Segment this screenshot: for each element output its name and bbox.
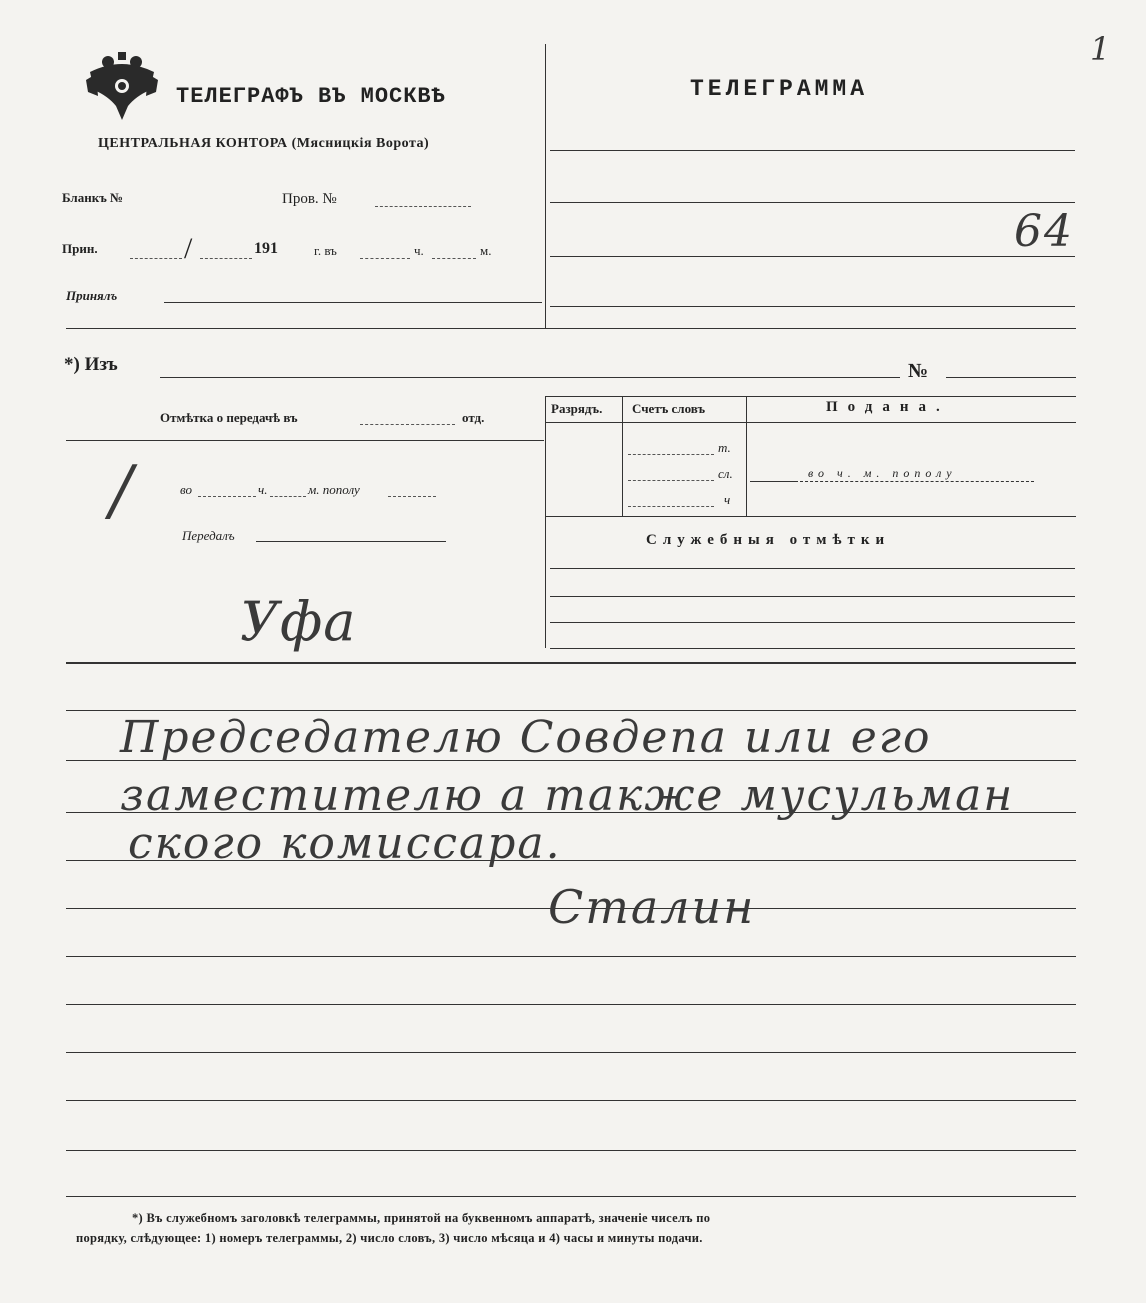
prin-slash: / (184, 232, 193, 265)
handwritten-number: 64 (1014, 206, 1074, 257)
otmetka-label: Отмѣтка о передачѣ въ (160, 410, 298, 425)
number-label: № (908, 360, 929, 382)
t-line (628, 454, 714, 455)
sluzhebnyya-otmetki: Служебныя отмѣтки (646, 532, 891, 548)
prov-line (375, 206, 471, 207)
vo-label: во (180, 482, 192, 497)
message-rule (66, 1052, 1076, 1053)
table-top-border (545, 396, 1076, 397)
footnote-line-1: *) Въ служебномъ заголовкѣ телеграммы, принятой на буквенномъ аппаратѣ, значеніе чиселъ по (132, 1211, 711, 1225)
iz-label: *) Изъ (64, 354, 118, 375)
message-rule (66, 710, 1076, 711)
prin-label: Прин. (62, 241, 98, 256)
otmetka-line (360, 424, 455, 425)
rule (550, 256, 1075, 257)
t-label: т. (718, 440, 731, 455)
signature: Сталин (548, 880, 756, 934)
rule (550, 150, 1075, 151)
table-col-border (746, 396, 747, 516)
year-suffix: г. въ (314, 243, 337, 258)
podana-time: во ч. м. пополу (808, 466, 957, 480)
ch-small-label: ч (724, 492, 731, 507)
otd-label: отд. (462, 410, 485, 425)
razryad-header: Разрядъ. (551, 401, 603, 416)
popolu-line (388, 496, 436, 497)
time-line (432, 258, 476, 259)
blank-label: Бланкъ № (62, 190, 124, 205)
message-rule (66, 1196, 1076, 1197)
rule (550, 306, 1075, 307)
number-line (946, 377, 1076, 378)
message-line-1: Председателю Совдепа или его (120, 712, 932, 763)
ch-line (270, 496, 306, 497)
table-left-border (545, 396, 546, 648)
ch-label: ч. (258, 482, 268, 497)
podana-dash-line (800, 481, 1034, 482)
hours-label: ч. (414, 243, 424, 258)
header-divider (545, 44, 546, 328)
message-line-2: заместителю а также мусульман (120, 770, 1015, 821)
table-mid-border (545, 516, 1076, 517)
prinyal-label: Принялъ (66, 288, 118, 303)
footnote-line-2: порядку, слѣдующее: 1) номеръ телеграммы, 2) число словъ, 3) число мѣсяца и 4) часы и минуты подачи. (76, 1231, 703, 1245)
m-popolu-label: м. пополу (308, 482, 360, 497)
rule (550, 596, 1075, 597)
body-separator (66, 662, 1076, 664)
telegraph-title: ТЕЛЕГРАФЪ ВЪ МОСКВѢ (176, 84, 446, 109)
page-number: 1 (1090, 30, 1113, 68)
double-headed-eagle-emblem (84, 50, 160, 124)
rule (550, 568, 1075, 569)
office-subtitle: ЦЕНТРАЛЬНАЯ КОНТОРА (Мясницкія Ворота) (98, 136, 430, 151)
minutes-label: м. (480, 243, 492, 258)
handwritten-stroke: / (110, 452, 133, 529)
prin-line (200, 258, 252, 259)
iz-line (160, 377, 900, 378)
prinyal-line (164, 302, 542, 303)
header-separator (66, 328, 1076, 329)
rule (550, 202, 1075, 203)
year-label: 191 (254, 240, 278, 257)
sl-line (628, 480, 714, 481)
rule (550, 648, 1075, 649)
peredal-line (256, 541, 446, 542)
prov-label: Пров. № (282, 191, 337, 207)
schet-slov-header: Счетъ словъ (632, 401, 706, 416)
rule (66, 440, 544, 441)
podana-header: Подана. (826, 399, 950, 415)
table-col-border (622, 396, 623, 516)
message-rule (66, 1004, 1076, 1005)
message-rule (66, 956, 1076, 957)
sl-label: сл. (718, 466, 733, 481)
telegram-title: ТЕЛЕГРАММА (690, 76, 869, 102)
message-line-3: ского комиссара. (128, 818, 562, 869)
message-rule (66, 1150, 1076, 1151)
prin-line (130, 258, 182, 259)
message-rule (66, 1100, 1076, 1101)
handwritten-place: Уфа (240, 590, 357, 653)
table-header-line (545, 422, 1076, 423)
peredal-label: Передалъ (182, 528, 235, 543)
vo-line (198, 496, 256, 497)
ch-line (628, 506, 714, 507)
rule (550, 622, 1075, 623)
podana-line (750, 481, 798, 482)
time-line (360, 258, 410, 259)
